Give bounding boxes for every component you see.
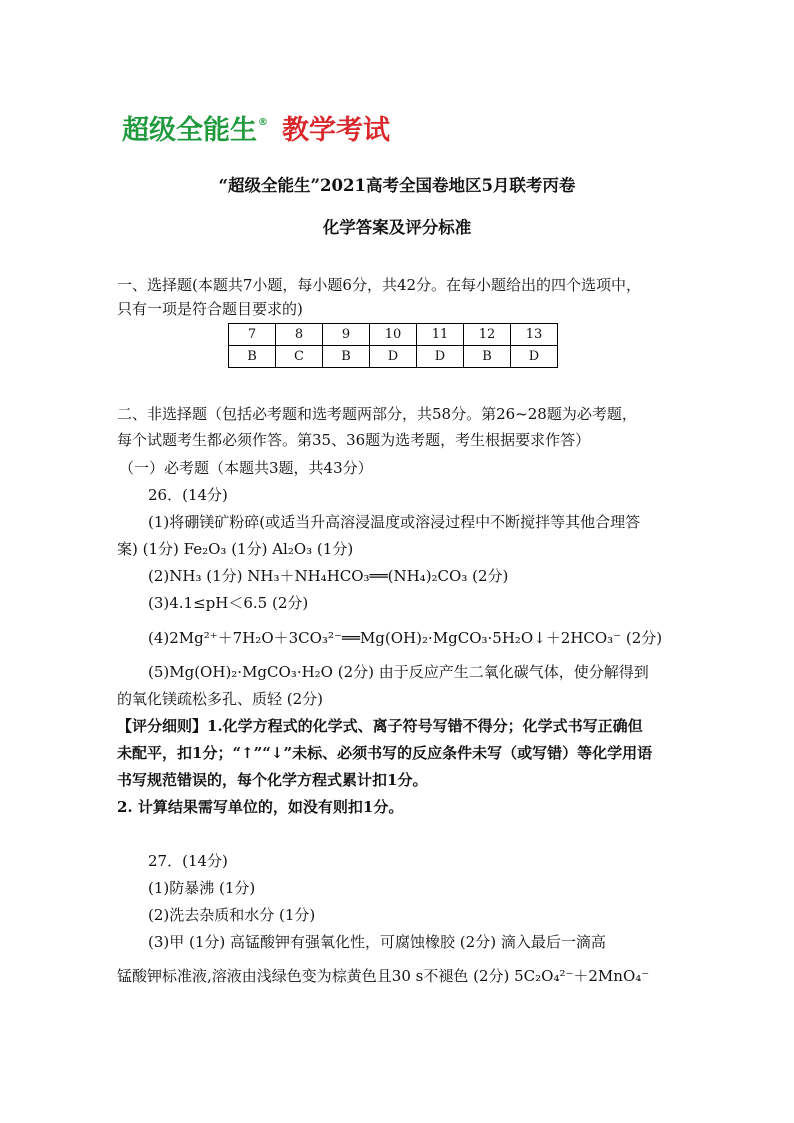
answer-number-cell: 12 [464,324,511,346]
part2-intro-line1: 二、非选择题（包括必考题和选考题两部分，共58分。第26~28题为必考题， [117,405,637,423]
q27-answer-3-cont: 锰酸钾标准液,溶液由浅绿色变为棕黄色且30 s不褪色 (2分) 5C₂O₄²⁻＋2MnO₄⁻ [117,967,650,985]
logo-brand-text: 超级全能生 [122,115,257,146]
q26-answer-2: (2)NH₃ (1分) NH₃＋NH₄HCO₃══(NH₄)₂CO₃ (2分) [148,567,509,585]
scoring-rule-2: 2. 计算结果需写单位的，如没有则扣1分。 [117,798,404,816]
answer-letter-cell: D [511,346,558,368]
q26-heading: 26．(14分) [148,486,228,504]
q26-answer-1-cont: 案) (1分) Fe₂O₃ (1分) Al₂O₃ (1分) [117,540,354,558]
part2-intro-line2: 每个试题考生都必须作答。第35、36题为选考题，考生根据要求作答） [117,431,591,449]
scoring-rule-1-cont: 未配平，扣1分；“↑”“↓”未标、必须书写的反应条件未写（或写错）等化学用语 [117,744,653,762]
q27-answer-2: (2)洗去杂质和水分 (1分) [148,906,316,924]
answer-table-letter-row [229,346,558,368]
logo-section-text: 教学考试 [282,115,390,146]
scoring-rule-1-cont2: 书写规范错误的，每个化学方程式累计扣1分。 [117,771,428,789]
part1-intro-line1: 一、选择题(本题共7小题，每小题6分，共42分。在每小题给出的四个选项中， [117,276,642,294]
answer-number-cell: 8 [276,324,323,346]
q26-answer-1: (1)将硼镁矿粉碎(或适当升高溶浸温度或溶浸过程中不断搅拌等其他合理答 [148,513,641,531]
answer-number-cell: 13 [511,324,558,346]
answer-number-cell: 10 [370,324,417,346]
answer-letter-cell: B [464,346,511,368]
logo-registered-mark: ® [258,117,268,128]
q27-heading: 27．(14分) [148,852,228,870]
answer-number-cell: 7 [229,324,276,346]
answer-letter-cell: B [229,346,276,368]
page-subtitle: 化学答案及评分标准 [322,218,472,237]
part1-intro-line2: 只有一项是符合题目要求的) [117,300,303,318]
answer-letter-cell: D [417,346,464,368]
brand-logo [122,108,390,147]
page-title: “超级全能生”2021高考全国卷地区5月联考丙卷 [218,176,576,195]
scoring-rule-1: 【评分细则】1.化学方程式的化学式、离子符号写错不得分；化学式书写正确但 [117,717,643,735]
answer-letter-cell: B [323,346,370,368]
part2-subsection-heading: （一）必考题（本题共3题，共43分） [119,459,373,477]
q26-answer-3: (3)4.1≤pH＜6.5 (2分) [148,594,309,612]
answer-letter-cell: D [370,346,417,368]
q27-answer-3: (3)甲 (1分) 高锰酸钾有强氧化性，可腐蚀橡胶 (2分) 滴入最后一滴高 [148,933,606,951]
q26-answer-4: (4)2Mg²⁺＋7H₂O＋3CO₃²⁻══Mg(OH)₂·MgCO₃·5H₂O↓＋2HCO₃⁻ (2分) [148,629,663,647]
answer-number-cell: 9 [323,324,370,346]
answer-number-cell: 11 [417,324,464,346]
q26-answer-5-cont: 的氧化镁疏松多孔、质轻 (2分) [117,690,324,708]
answer-table-number-row [229,324,558,346]
q26-answer-5: (5)Mg(OH)₂·MgCO₃·H₂O (2分) 由于反应产生二氧化碳气体，使分解得到 [148,663,649,681]
q27-answer-1: (1)防暴沸 (1分) [148,879,256,897]
answer-letter-cell: C [276,346,323,368]
answer-table [228,323,558,368]
